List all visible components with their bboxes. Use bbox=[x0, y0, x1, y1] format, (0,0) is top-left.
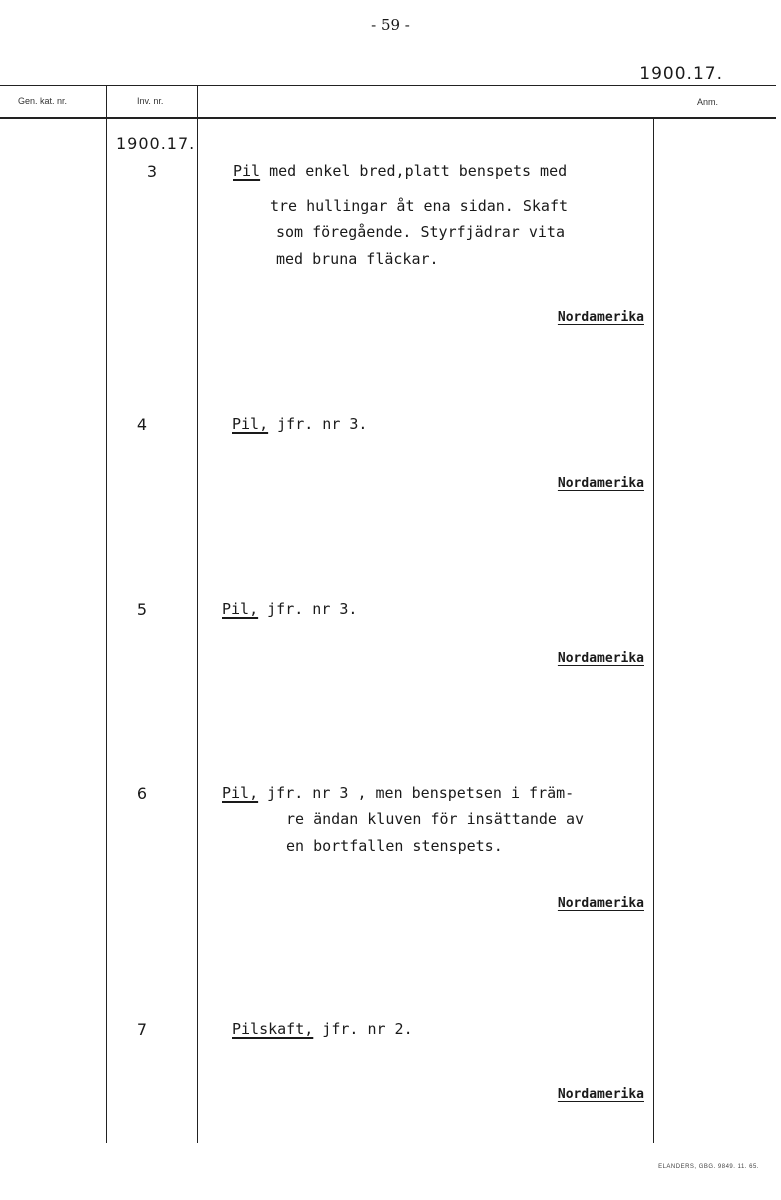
entry-text: en bortfallen stenspets. bbox=[286, 837, 503, 855]
entry-line bbox=[222, 600, 357, 618]
origin-label: Nordamerika bbox=[557, 310, 644, 325]
entry-line bbox=[222, 784, 574, 802]
entry-text: jfr. nr 3. bbox=[258, 600, 358, 618]
inventory-number: 7 bbox=[136, 1020, 148, 1039]
header-rule-top bbox=[0, 85, 776, 86]
entry-text: jfr. nr 3 , men benspetsen i främ- bbox=[258, 784, 575, 802]
inventory-number: 6 bbox=[136, 784, 148, 803]
origin-label: Nordamerika bbox=[557, 896, 644, 911]
entry-term: Pilskaft, bbox=[232, 1020, 314, 1038]
accession-number: 1900.17. bbox=[116, 134, 196, 153]
inventory-number: 3 bbox=[146, 162, 158, 181]
inv-column-right-rule bbox=[197, 85, 198, 1143]
origin-label: Nordamerika bbox=[557, 1087, 644, 1102]
entry-text: jfr. nr 2. bbox=[313, 1020, 413, 1038]
entry-line bbox=[233, 162, 567, 180]
accession-header: 1900.17. bbox=[639, 64, 723, 84]
origin-label: Nordamerika bbox=[557, 476, 644, 491]
entry-line bbox=[232, 1020, 413, 1038]
entry-term: Pil, bbox=[222, 600, 259, 618]
column-header-inv: Inv. nr. bbox=[137, 96, 164, 106]
entry-line bbox=[232, 415, 367, 433]
entry-text: re ändan kluven för insättande av bbox=[286, 810, 585, 828]
entry-text: jfr. nr 3. bbox=[268, 415, 368, 433]
entry-term: Pil, bbox=[232, 415, 269, 433]
entry-text: som föregående. Styrfjädrar vita bbox=[276, 223, 565, 241]
printer-mark: ELANDERS, GBG. 9849. 11. 65. bbox=[658, 1164, 759, 1170]
inventory-number: 5 bbox=[136, 600, 148, 619]
column-header-gen-kat: Gen. kat. nr. bbox=[18, 96, 68, 106]
inventory-number: 4 bbox=[136, 415, 148, 434]
entry-text: med bruna fläckar. bbox=[276, 250, 439, 268]
inv-column-left-rule bbox=[106, 85, 107, 1143]
header-rule-bottom bbox=[0, 117, 776, 119]
page-number: - 59 - bbox=[371, 16, 410, 34]
entry-term: Pil bbox=[233, 162, 261, 180]
entry-text: med enkel bred,platt benspets med bbox=[260, 162, 568, 180]
anm-column-rule bbox=[653, 118, 654, 1143]
column-header-anm: Anm. bbox=[697, 97, 719, 107]
origin-label: Nordamerika bbox=[557, 651, 644, 666]
entry-term: Pil, bbox=[222, 784, 259, 802]
entry-text: tre hullingar åt ena sidan. Skaft bbox=[270, 197, 569, 215]
